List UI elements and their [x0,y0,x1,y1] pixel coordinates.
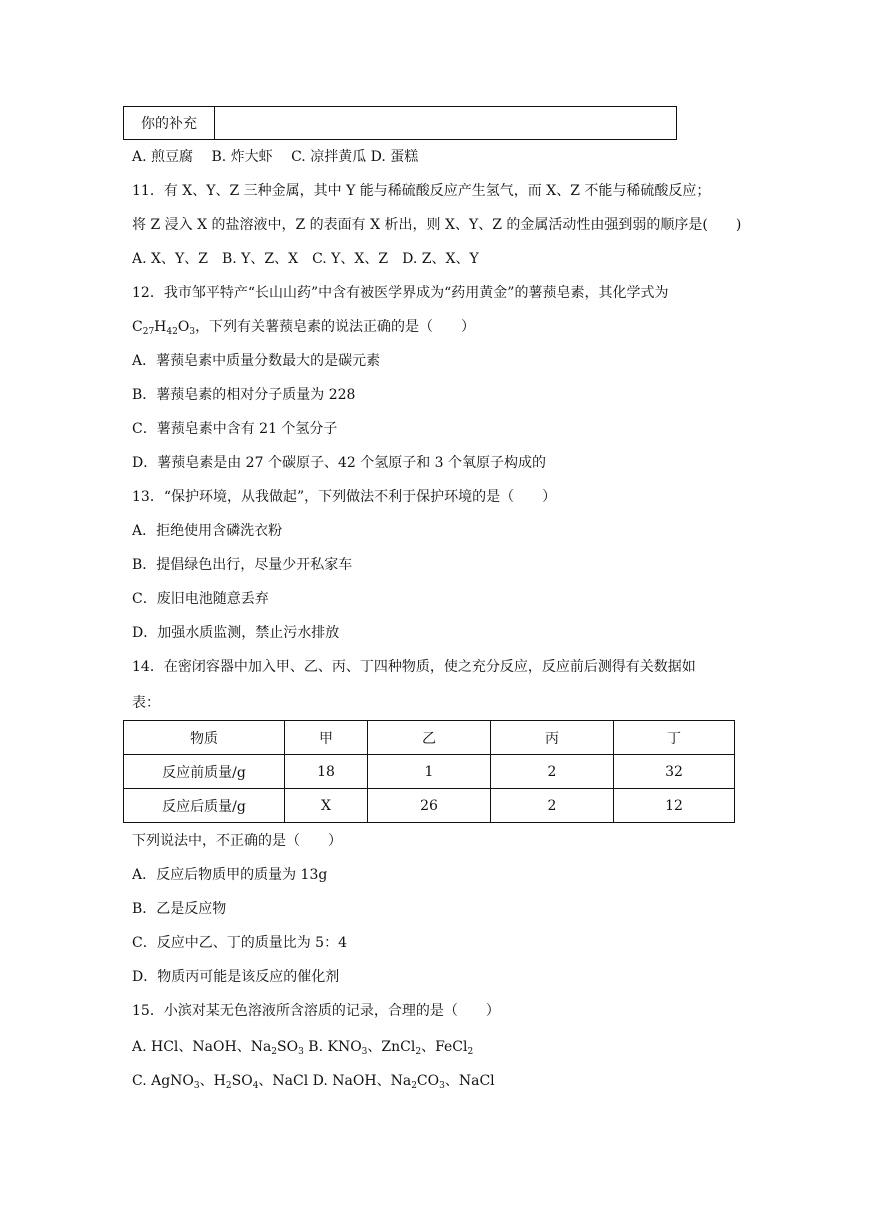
q14-data-table [123,720,735,823]
q11-options: A. X、Y、Z B. Y、Z、X C. Y、X、Z D. Z、X、Y [132,251,479,267]
q15-d-sub: 3 [439,1081,445,1091]
q12-option-c: C．薯蓣皂素中含有 21 个氢分子 [132,421,338,437]
q12-option-d: D．薯蓣皂素是由 27 个碳原子、42 个氢原子和 3 个氧原子构成的 [132,455,547,471]
table-cell: 反应后质量/g [124,789,285,823]
q14-option-a: A．反应后物质甲的质量为 13g [132,867,328,883]
table-header-row [124,721,735,755]
table-cell: 反应前质量/g [124,755,285,789]
q14-option-d: D．物质丙可能是该反应的催化剂 [132,969,340,985]
q15-c-sub: 3 [193,1081,200,1091]
q15-b-sub: 3 [361,1047,368,1057]
q15-options-cd [132,1071,495,1096]
table-row [124,789,735,823]
table-cell: 32 [614,755,735,789]
q12-stem-line1: 12．我市邹平特产“长山山药”中含有被医学界成为“药用黄金”的薯蓣皂素，其化学式为 [132,285,669,301]
supplement-table [123,106,677,140]
table-header: 丁 [614,721,735,755]
table-cell: 1 [368,755,491,789]
q15-c-text: 、NaCl [258,1073,309,1089]
formula-o: O [177,319,190,335]
q14-stem-line2: 表： [132,695,160,711]
q15-d-sub: 2 [411,1081,417,1091]
q13-stem: 13．“保护环境，从我做起”，下列做法不利于保护环境的是（ ） [132,489,557,505]
table-cell: 2 [491,789,614,823]
table-cell: 2 [491,755,614,789]
q13-option-b: B．提倡绿色出行，尽量少开私家车 [132,557,353,573]
q12-option-a: A．薯蓣皂素中质量分数最大的是碳元素 [132,353,381,369]
table-cell: 18 [285,755,368,789]
table-cell: 12 [614,789,735,823]
q15-c-text: C. AgNO [132,1073,194,1089]
q15-d-text: D. NaOH、Na [308,1073,412,1089]
q11-stem-line2: 将 Z 浸入 X 的盐溶液中，Z 的表面有 X 析出，则 X、Y、Z 的金属活动性由强到弱的顺序是( ) [132,217,742,233]
table-cell: X [285,789,368,823]
q10-options: A. 煎豆腐 B. 炸大虾 C. 凉拌黄瓜 D. 蛋糕 [132,149,419,165]
q15-d-text: 、NaCl [444,1073,495,1089]
q15-c-sub: 4 [252,1081,259,1091]
table-header: 丙 [491,721,614,755]
table-header: 甲 [285,721,368,755]
q15-c-text: SO [231,1073,253,1089]
formula-h-sub: 42 [166,327,178,337]
q15-d-text: CO [416,1073,440,1089]
q15-a-sub: 2 [271,1047,278,1057]
formula-o-sub: 3 [189,327,196,337]
supplement-input[interactable] [215,107,677,140]
q12-option-b: B．薯蓣皂素的相对分子质量为 228 [132,387,356,403]
q15-c-text: 、H [199,1073,226,1089]
q15-b-text: 、ZnCl [367,1039,416,1055]
q14-option-b: B．乙是反应物 [132,901,227,917]
supplement-label: 你的补充 [124,107,215,140]
formula-c: C [132,319,143,335]
q15-a-sub: 3 [298,1047,304,1057]
q15-b-sub: 2 [415,1047,422,1057]
q12-stem-line2 [132,317,475,342]
q15-c-sub: 2 [225,1081,232,1091]
q15-b-sub: 2 [467,1047,474,1057]
table-header: 乙 [368,721,491,755]
table-cell: 26 [368,789,491,823]
q15-stem: 15．小滨对某无色溶液所含溶质的记录，合理的是（ ） [132,1003,500,1019]
q12-stem-rest: ，下列有关薯蓣皂素的说法正确的是（ ） [195,319,476,335]
table-row [124,755,735,789]
q13-option-c: C．废旧电池随意丢弃 [132,591,269,607]
table-header: 物质 [124,721,285,755]
q15-a-text: SO [277,1039,299,1055]
q14-question: 下列说法中，不正确的是（ ） [132,833,342,849]
q13-option-d: D．加强水质监测，禁止污水排放 [132,625,340,641]
formula-c-sub: 27 [142,327,155,337]
formula-h: H [154,319,167,335]
q13-option-a: A．拒绝使用含磷洗衣粉 [132,523,283,539]
q15-options-ab [132,1037,473,1062]
q14-option-c: C．反应中乙、丁的质量比为 5：4 [132,935,347,951]
q15-b-text: 、FeCl [421,1039,468,1055]
q15-b-text: B. KNO [303,1039,362,1055]
q15-a-text: A. HCl、NaOH、Na [132,1039,272,1055]
q11-stem-line1: 11．有 X、Y、Z 三种金属，其中 Y 能与稀硫酸反应产生氢气，而 X、Z 不能与稀硫酸反应； [132,183,711,199]
q14-stem-line1: 14．在密闭容器中加入甲、乙、丙、丁四种物质，使之充分反应，反应前后测得有关数据如 [132,659,696,675]
